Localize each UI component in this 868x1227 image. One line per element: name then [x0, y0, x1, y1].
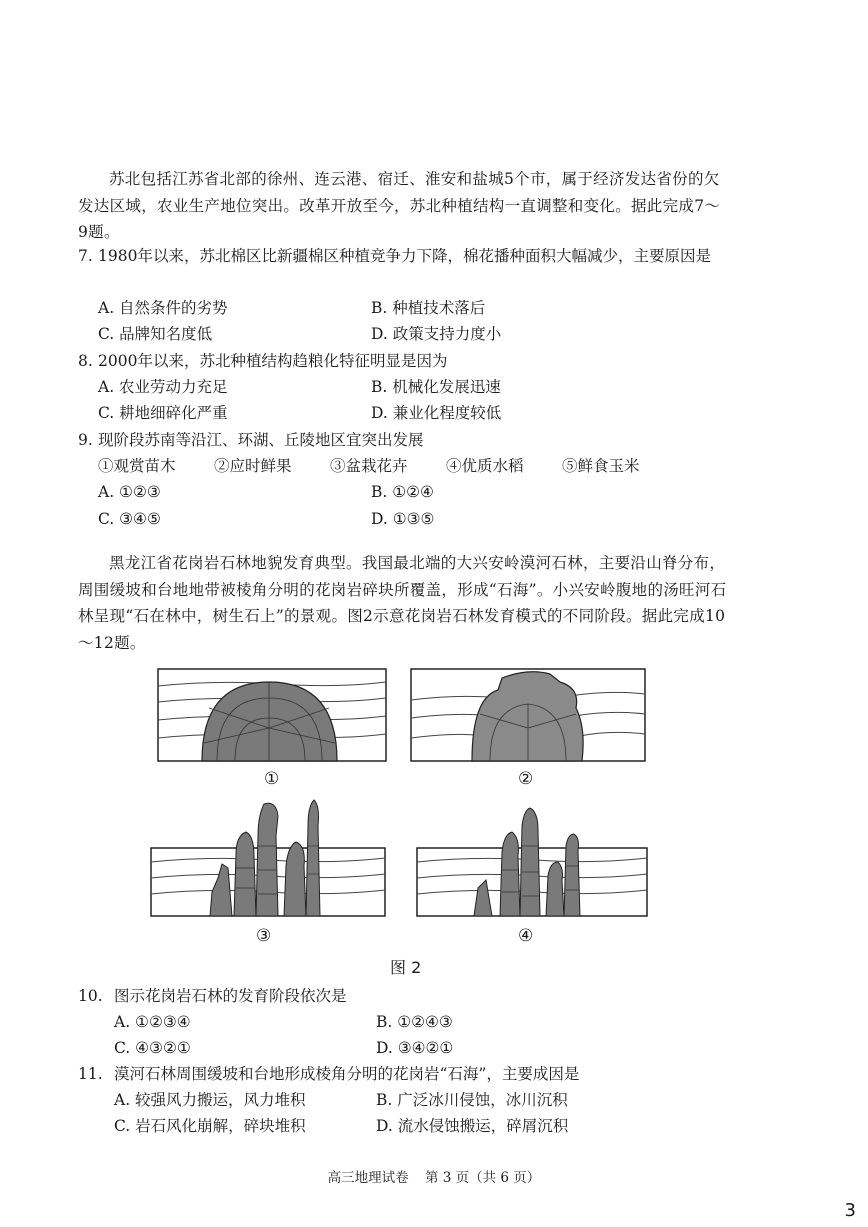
q9-item-5: ⑤鲜食玉米	[562, 457, 640, 475]
figure-label-1: ①	[264, 769, 280, 789]
question-8-number: 8.	[78, 352, 93, 370]
q8-option-d[interactable]: D. 兼业化程度较低	[371, 404, 502, 422]
q7-option-b[interactable]: B. 种植技术落后	[371, 299, 486, 317]
q9-option-c[interactable]: C. ③④⑤	[98, 510, 161, 528]
figure-label-4: ④	[518, 926, 534, 946]
q11-option-a[interactable]: A. 较强风力搬运，风力堆积	[114, 1091, 306, 1109]
q7-option-d[interactable]: D. 政策支持力度小	[371, 325, 502, 343]
q10-option-a[interactable]: A. ①②③④	[114, 1013, 191, 1031]
q8-option-c[interactable]: C. 耕地细碎化严重	[98, 404, 228, 422]
q9-option-b[interactable]: B. ①②④	[371, 483, 434, 501]
q10-option-c[interactable]: C. ④③②①	[114, 1039, 191, 1057]
q11-option-d[interactable]: D. 流水侵蚀搬运，碎屑沉积	[376, 1117, 569, 1135]
passage-2: 黑龙江省花岗岩石林地貌发育典型。我国最北端的大兴安岭漠河石林，主要沿山脊分布，周围缓坡和台地地带被棱角分明的花岗岩碎块所覆盖，形成“石海”。小兴安岭腹地的汤旺河石林呈现“石在林中，树生石上”的景观。图2示意花岗岩石林发育模式的不同阶段。据此完成10～12题。	[78, 554, 727, 652]
figure-panel-1	[157, 668, 387, 762]
question-10-number: 10.	[78, 987, 103, 1005]
question-11-stem: 漠河石林周围缓坡和台地形成棱角分明的花岗岩“石海”，主要成因是	[114, 1065, 580, 1083]
figure-panel-4	[416, 796, 648, 918]
question-11-number: 11.	[78, 1065, 103, 1083]
figure-caption: 图 2	[390, 958, 422, 977]
q7-option-c[interactable]: C. 品牌知名度低	[98, 325, 213, 343]
question-7-number: 7.	[78, 247, 93, 265]
q10-option-d[interactable]: D. ③④②①	[376, 1039, 454, 1057]
q10-option-b[interactable]: B. ①②④③	[376, 1013, 453, 1031]
question-10-stem: 图示花岗岩石林的发育阶段依次是	[114, 987, 347, 1005]
q11-option-b[interactable]: B. 广泛冰川侵蚀，冰川沉积	[376, 1091, 568, 1109]
q11-option-c[interactable]: C. 岩石风化崩解，碎块堆积	[114, 1117, 306, 1135]
figure-label-3: ③	[256, 926, 272, 946]
q7-option-a[interactable]: A. 自然条件的劣势	[98, 299, 228, 317]
footer-page-number: 第 3 页（共 6 页）	[424, 1170, 541, 1186]
q9-item-4: ④优质水稻	[446, 457, 524, 475]
q9-item-2: ②应时鲜果	[214, 457, 292, 475]
q8-option-b[interactable]: B. 机械化发展迅速	[371, 378, 501, 396]
q9-item-1: ①观赏苗木	[98, 457, 176, 475]
q8-option-a[interactable]: A. 农业劳动力充足	[98, 378, 228, 396]
question-8-stem: 2000年以来，苏北种植结构趋粮化特征明显是因为	[98, 352, 448, 370]
question-9-stem: 现阶段苏南等沿江、环湖、丘陵地区宜突出发展	[98, 431, 424, 449]
figure-label-2: ②	[518, 769, 534, 789]
page-footer	[0, 1166, 868, 1186]
question-7-stem: 1980年以来，苏北棉区比新疆棉区种植竞争力下降，棉花播种面积大幅减少，主要原因是	[98, 247, 711, 265]
figure-panel-2	[410, 668, 646, 762]
corner-page-number: 3	[844, 1200, 856, 1221]
passage-1: 苏北包括江苏省北部的徐州、连云港、宿迁、淮安和盐城5个市，属于经济发达省份的欠发达区域，农业生产地位突出。改革开放至今，苏北种植结构一直调整和变化。据此完成7～9题。	[78, 170, 721, 241]
footer-title: 高三地理试卷	[327, 1170, 409, 1186]
figure-panel-3	[150, 796, 386, 918]
q9-option-d[interactable]: D. ①③⑤	[371, 510, 435, 528]
q9-option-a[interactable]: A. ①②③	[98, 483, 161, 501]
question-9-number: 9.	[78, 431, 93, 449]
q9-item-3: ③盆栽花卉	[330, 457, 408, 475]
